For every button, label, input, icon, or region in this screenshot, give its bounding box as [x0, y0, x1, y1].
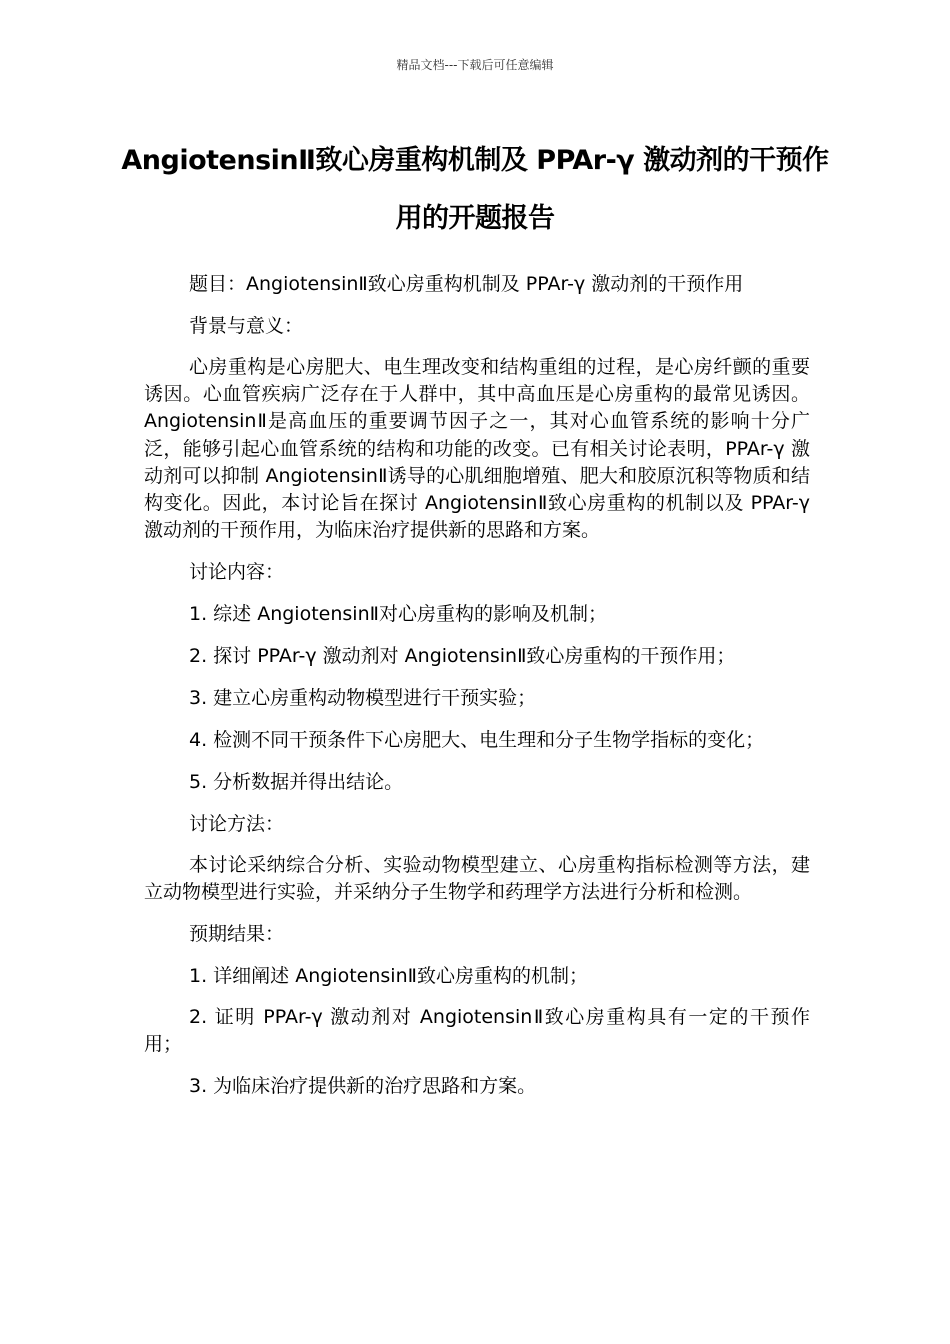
content-item: 5. 分析数据并得出结论。: [189, 771, 404, 794]
header-note: 精品文档---下载后可任意编辑: [396, 58, 554, 72]
content-item: 1. 综述 AngiotensinⅡ对心房重构的影响及机制；: [189, 603, 607, 626]
results-heading: 预期结果：: [189, 923, 285, 946]
results-item: 2. 证明 PPAr-γ 激动剂对 AngiotensinⅡ致心房重构具有一定的干预作用；: [144, 1006, 810, 1056]
content-item: 2. 探讨 PPAr-γ 激动剂对 AngiotensinⅡ致心房重构的干预作用；: [189, 645, 736, 668]
content-item: 3. 建立心房重构动物模型进行干预实验；: [189, 687, 537, 710]
background-paragraph: 心房重构是心房肥大、电生理改变和结构重组的过程，是心房纤颤的重要诱因。心血管疾病广泛存在于人群中，其中高血压是心房重构的最常见诱因。AngiotensinⅡ是高血压的重要调节因子之一，其对心血管系统的影响十分广泛，能够引起心血管系统的结构和功能的改变。已有相关讨论表明，PPAr-γ 激动剂可以抑制 AngiotensinⅡ诱导的心肌细胞增殖、肥大和胶原沉积等物质和结构变化。因此，本讨论旨在探讨 AngiotensinⅡ致心房重构的机制以及 PPAr-γ 激动剂的干预作用，为临床治疗提供新的思路和方案。: [144, 356, 810, 542]
results-item: 3. 为临床治疗提供新的治疗思路和方案。: [189, 1075, 537, 1098]
document-title: AngiotensinⅡ致心房重构机制及 PPAr-γ 激动剂的干预作用的开题报告: [121, 145, 829, 234]
method-heading: 讨论方法：: [189, 813, 285, 836]
content-heading: 讨论内容：: [189, 561, 285, 584]
content-item: 4. 检测不同干预条件下心房肥大、电生理和分子生物学指标的变化；: [189, 729, 765, 752]
method-paragraph: 本讨论采纳综合分析、实验动物模型建立、心房重构指标检测等方法，建立动物模型进行实验，并采纳分子生物学和药理学方法进行分析和检测。: [144, 854, 810, 904]
topic-line: 题目：AngiotensinⅡ致心房重构机制及 PPAr-γ 激动剂的干预作用: [189, 273, 744, 295]
document-body: [144, 270, 810, 1114]
background-heading: 背景与意义：: [189, 315, 304, 337]
results-item: 1. 详细阐述 AngiotensinⅡ致心房重构的机制；: [189, 965, 588, 988]
